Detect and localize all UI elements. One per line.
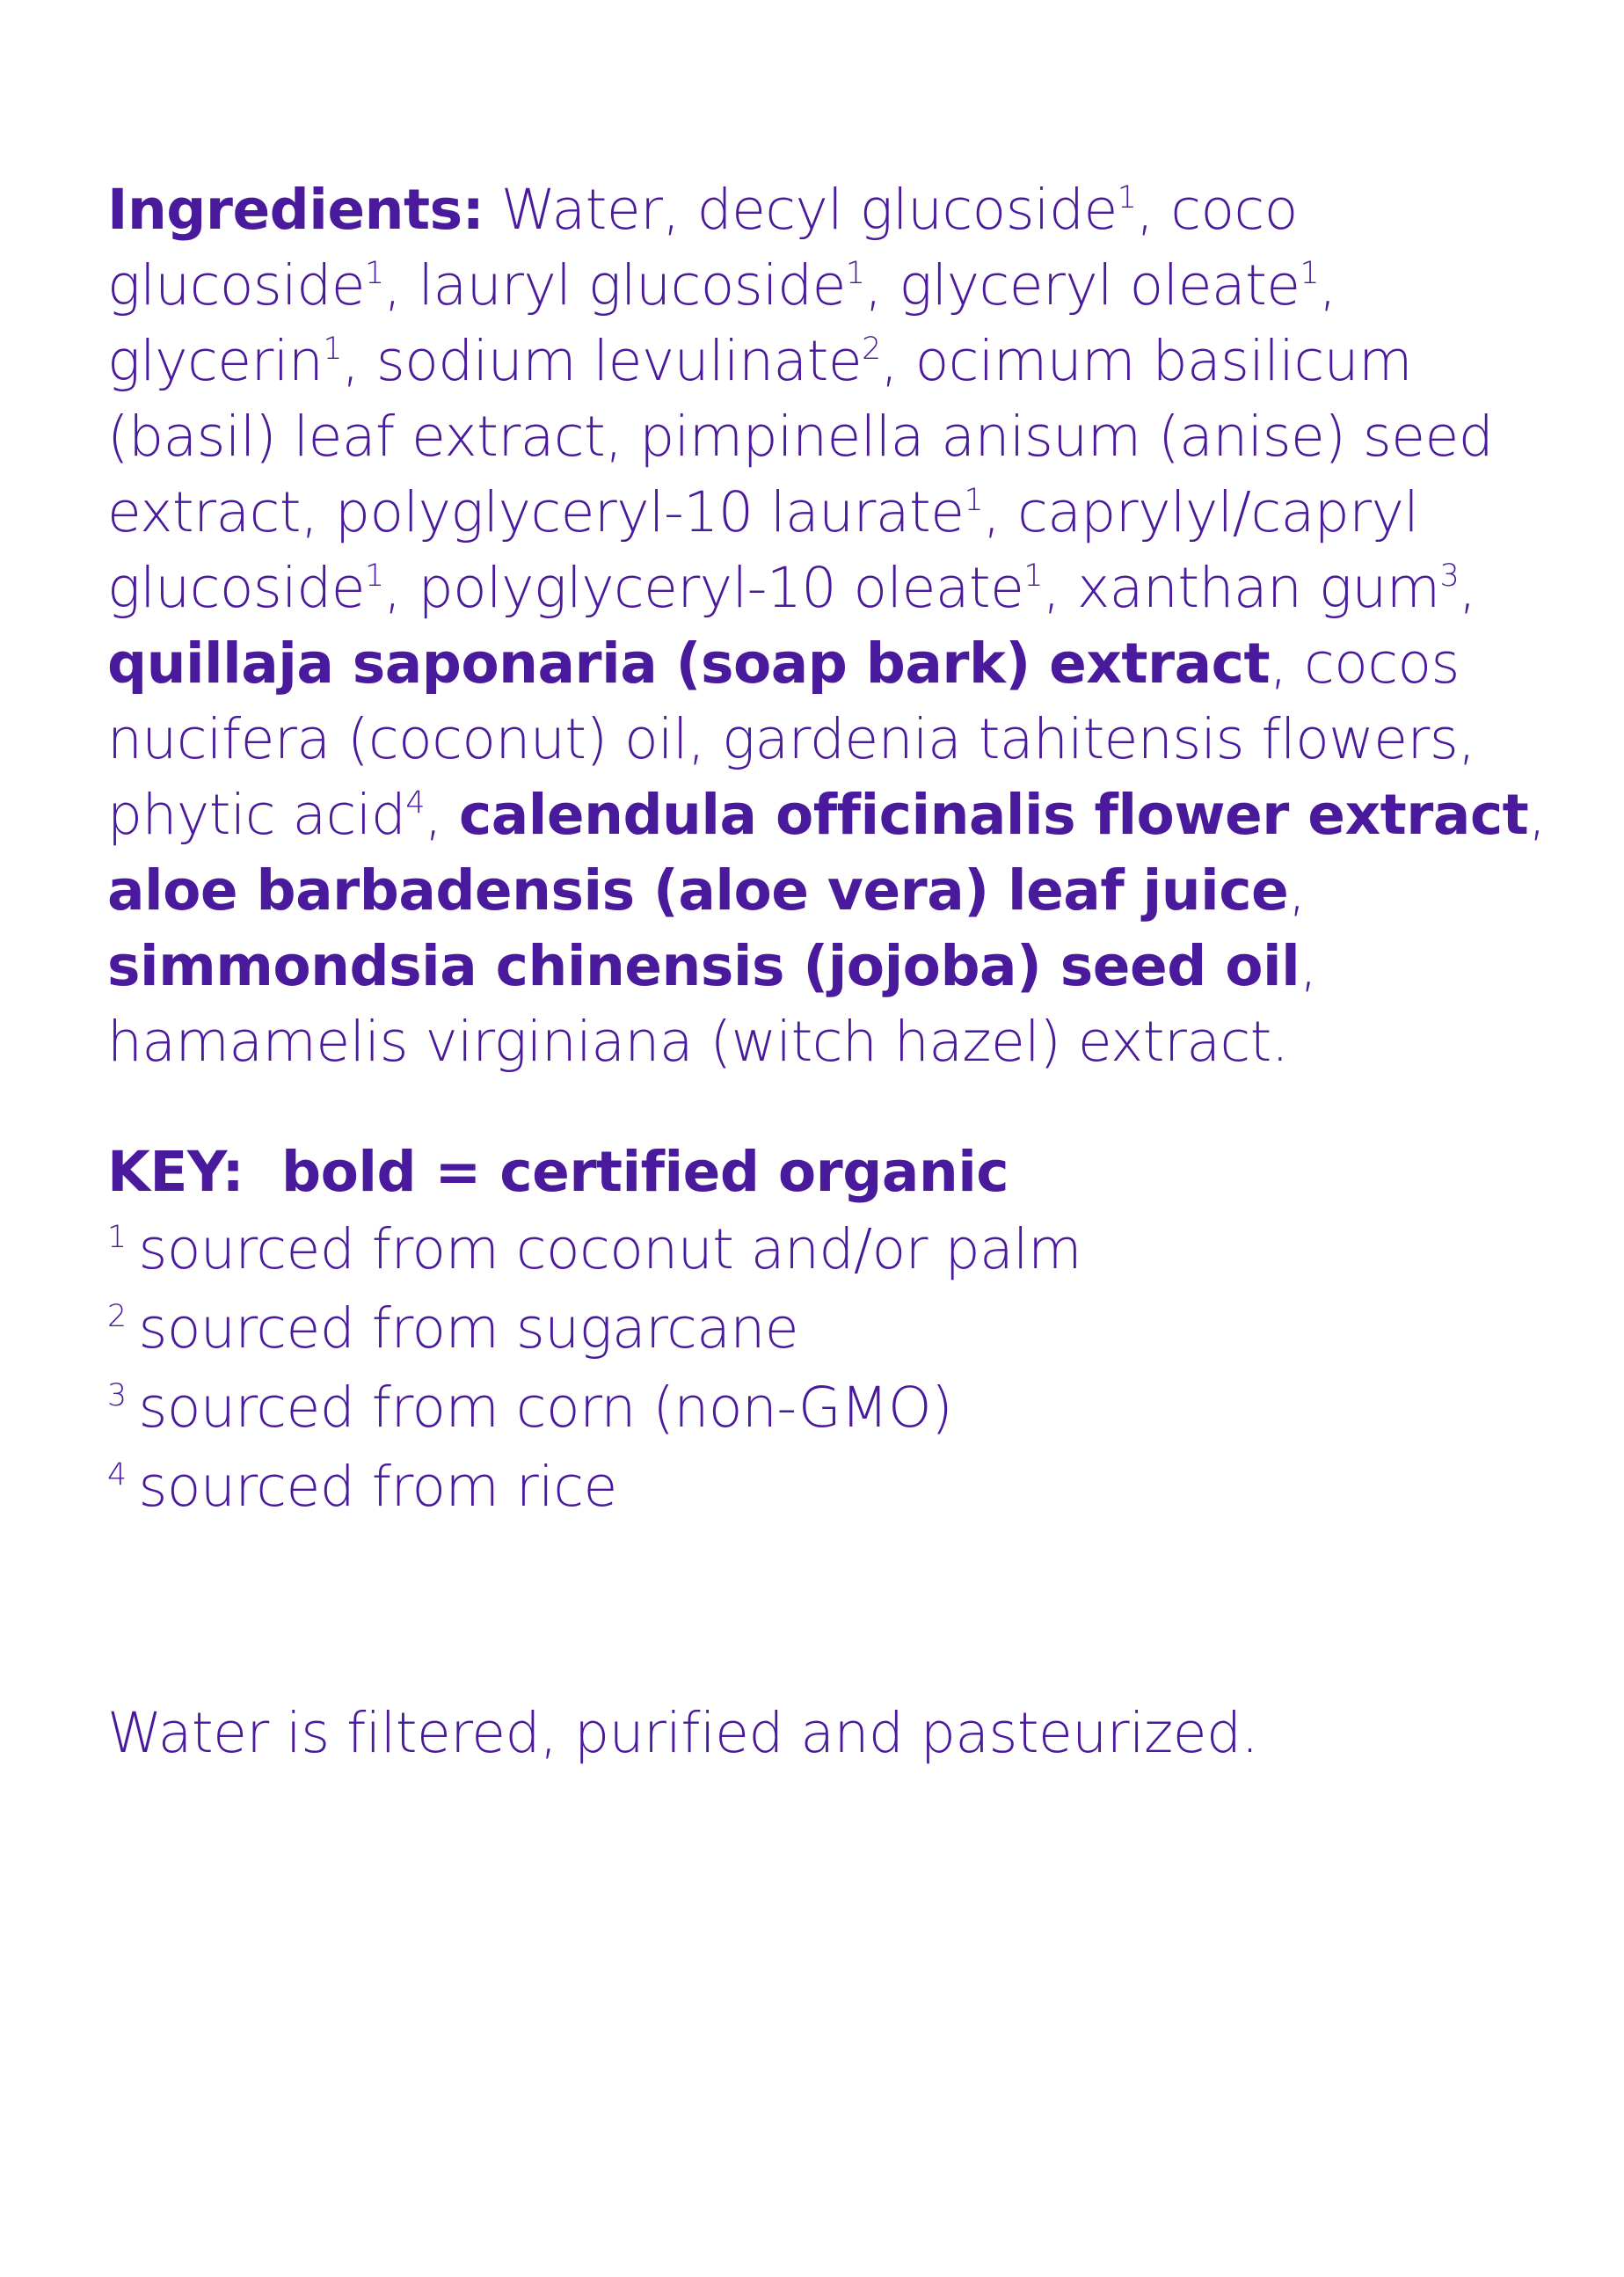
ingredient-text: , lauryl glucoside: [383, 253, 846, 317]
ingredients-label: Ingredients:: [107, 178, 484, 242]
organic-ingredient: simmondsia chinensis (jojoba) seed oil: [107, 934, 1300, 998]
organic-ingredient: quillaja saponaria (soap bark) extract: [107, 631, 1271, 696]
footnote-mark: 1: [1023, 558, 1043, 594]
ingredients-paragraph: [107, 172, 1567, 1080]
water-note: Water is filtered, purified and pasteurized.: [107, 1701, 1258, 1765]
footnote-mark: 1: [1300, 255, 1320, 291]
footnote-mark: 2: [862, 331, 881, 367]
ingredient-text: Water, decyl glucoside: [484, 178, 1118, 242]
key-item-text: sourced from sugarcane: [138, 1296, 799, 1361]
ingredient-text: , xanthan gum: [1042, 556, 1440, 620]
key-item: [107, 1448, 1426, 1527]
key-item: [107, 1210, 1426, 1289]
ingredient-text: ,: [1288, 858, 1306, 923]
key-item-text: sourced from rice: [138, 1455, 617, 1519]
key-title: KEY: bold = certified organic: [107, 1140, 1009, 1204]
organic-ingredient: calendula officinalis flower extract: [458, 783, 1529, 847]
footnote-mark: 1: [845, 255, 865, 291]
footnote-mark: 1: [365, 558, 384, 594]
footnote-mark: 3: [1439, 558, 1460, 594]
footnote-mark: 1: [1117, 179, 1137, 215]
ingredient-text: ,: [1528, 783, 1546, 847]
ingredient-text: ,: [1459, 556, 1476, 620]
key-item: [107, 1368, 1426, 1448]
ingredient-text: , ocimum basilicum (basil) leaf extract, pimpinella anisum (anise) seed extract, polyglyceryl-10 laurate: [107, 329, 1494, 544]
footnote-mark: 1: [365, 255, 384, 291]
ingredient-text: , caprylyl/capryl glucoside: [107, 480, 1419, 620]
ingredient-text: , cocos nucifera (coconut) oil, gardenia tahitensis flowers, phytic acid: [107, 631, 1475, 847]
key-section: [107, 1135, 1426, 1527]
key-item-text: sourced from coconut and/or palm: [138, 1217, 1082, 1281]
key-item-text: sourced from corn (non-GMO): [138, 1376, 953, 1440]
key-item-mark: 2: [107, 1298, 127, 1334]
ingredient-text: ,: [424, 783, 459, 847]
ingredient-text: , glyceryl oleate: [864, 253, 1300, 317]
organic-ingredient: aloe barbadensis (aloe vera) leaf juice: [107, 858, 1289, 923]
key-item: [107, 1289, 1426, 1368]
footnote-mark: 1: [964, 482, 984, 518]
ingredient-text: , hamamelis virginiana (witch hazel) extract.: [107, 934, 1317, 1074]
ingredient-text: , glycerin: [107, 253, 1336, 393]
ingredient-text: , sodium levulinate: [341, 329, 863, 393]
ingredient-text: , coco glucoside: [107, 178, 1298, 317]
footnote-mark: 4: [405, 785, 425, 821]
footnote-mark: 1: [323, 331, 342, 367]
key-item-mark: 1: [107, 1219, 127, 1255]
key-item-mark: 4: [107, 1456, 127, 1492]
key-item-mark: 3: [107, 1377, 127, 1413]
ingredient-text: , polyglyceryl-10 oleate: [383, 556, 1024, 620]
